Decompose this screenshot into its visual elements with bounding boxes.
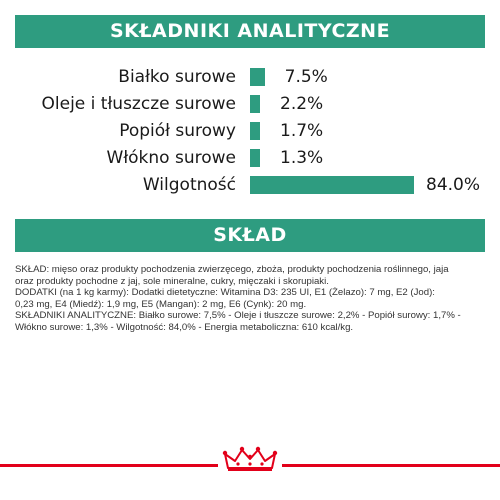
- nutrient-label: Wilgotność: [142, 175, 236, 195]
- nutrient-row: [0, 173, 500, 197]
- composition-line: SKŁADNIKI ANALITYCZNE: Białko surowe: 7,5% - Oleje i tłuszcze surowe: 2,2% - Popiół surowy: 1,7% -: [15, 310, 461, 322]
- nutrient-value: 84.0%: [426, 175, 481, 195]
- footer-divider-left: [0, 464, 218, 467]
- nutrient-bar: [250, 122, 260, 140]
- royal-canin-crown-icon: [222, 446, 278, 472]
- analytical-constituents-header: SKŁADNIKI ANALITYCZNE: [15, 15, 485, 48]
- footer-divider-right: [282, 464, 500, 467]
- nutrient-row: [0, 146, 500, 170]
- composition-text: [15, 264, 487, 334]
- nutrient-value: 2.2%: [280, 94, 324, 114]
- composition-line: oraz produkty pochodne z jaj, sole mineralne, cukry, mięczaki i skorupiaki.: [15, 275, 329, 287]
- nutrient-bar: [250, 149, 260, 167]
- nutrient-row: [0, 119, 500, 143]
- composition-line: Włókno surowe: 1,3% - Wilgotność: 84,0% - Energia metaboliczna: 610 kcal/kg.: [15, 321, 354, 333]
- nutrient-value: 7.5%: [284, 67, 328, 87]
- nutrient-label: Popiół surowy: [119, 121, 236, 141]
- nutrient-row: [0, 92, 500, 116]
- nutrient-bar: [250, 176, 414, 194]
- nutrient-label: Oleje i tłuszcze surowe: [41, 94, 236, 114]
- nutrient-bar: [250, 95, 260, 113]
- composition-line: 0,23 mg, E4 (Miedź): 1,9 mg, E5 (Mangan): 2 mg, E6 (Cynk): 20 mg.: [15, 298, 307, 310]
- nutrient-bar: [250, 68, 265, 86]
- nutrient-label: Włókno surowe: [106, 148, 236, 168]
- nutrient-value: 1.7%: [280, 121, 324, 141]
- composition-header: SKŁAD: [15, 219, 485, 252]
- nutrient-row: [0, 65, 500, 89]
- composition-line: SKŁAD: mięso oraz produkty pochodzenia zwierzęcego, zboża, produkty pochodzenia roślinnego, jaja: [15, 264, 449, 275]
- nutrient-value: 1.3%: [280, 148, 324, 168]
- nutrient-label: Białko surowe: [118, 67, 236, 87]
- composition-line: DODATKI (na 1 kg karmy): Dodatki dietetyczne: Witamina D3: 235 UI, E1 (Żelazo): 7 mg, E2 (Jod):: [15, 287, 435, 299]
